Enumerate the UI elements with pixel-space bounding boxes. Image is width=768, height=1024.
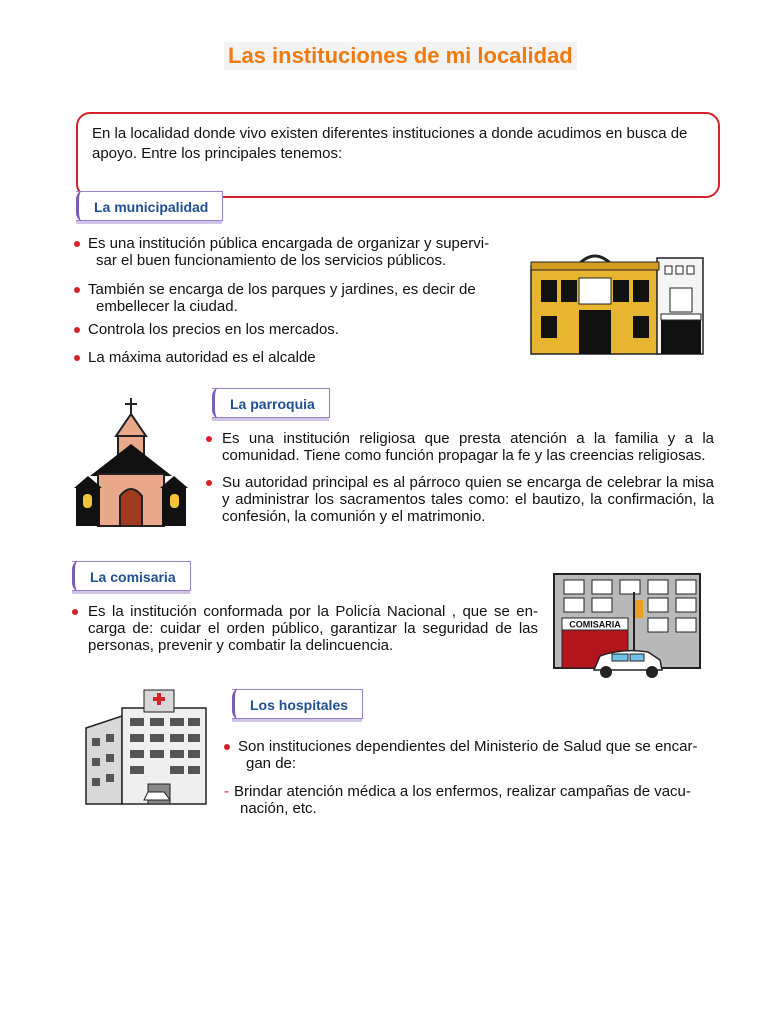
item-text: Brindar atención médica a los enfermos, realizar campañas de vacu- (234, 783, 691, 800)
heading-municipalidad: La municipalidad (76, 191, 223, 221)
item-text-cont: gan de: (246, 755, 297, 772)
list-item (202, 430, 714, 464)
police-sign-text: COMISARIA (569, 619, 621, 630)
page-title: Las instituciones de mi localidad (224, 42, 577, 70)
bullet-icon (224, 744, 230, 750)
bullet-icon (206, 480, 212, 486)
item-text-cont: sar el buen funcionamiento de los servicios públicos. (96, 252, 447, 269)
item-text: Es una institución pública encargada de organizar y supervi- (88, 235, 490, 252)
bullet-icon (72, 609, 78, 615)
item-text: Su autoridad principal es al párroco quien se encarga de celebrar la misa y administrar los sacramentos tales como: el bautizo, la confirmación, la confesión, la comunión y el matrimonio. (222, 474, 714, 525)
list-item (74, 349, 514, 366)
item-text: Son instituciones dependientes del Ministerio de Salud que se encar- (238, 738, 698, 755)
bullet-icon (206, 436, 212, 442)
bullet-icon (74, 287, 80, 293)
item-text: Es una institución religiosa que presta atención a la familia y a la comunidad. Tiene como función propagar la fe y las creencias religiosas. (222, 430, 714, 464)
church-illustration (72, 396, 192, 530)
heading-parroquia: La parroquia (212, 388, 330, 418)
list-item (224, 738, 714, 772)
list-item (202, 474, 714, 525)
comisaria-list (72, 603, 538, 654)
municipalidad-list (74, 235, 514, 366)
list-item (74, 321, 514, 338)
police-station-illustration (552, 572, 704, 684)
list-item (72, 603, 538, 654)
municipal-building-illustration (527, 248, 707, 358)
hospitales-list (224, 738, 714, 817)
heading-comisaria: La comisaria (72, 561, 191, 591)
item-text: También se encarga de los parques y jardines, es decir de (88, 281, 476, 298)
bullet-icon (74, 327, 80, 333)
dash-icon: - (224, 783, 229, 800)
bullet-icon (74, 355, 80, 361)
list-item (74, 235, 514, 269)
item-text-cont: nación, etc. (240, 800, 317, 817)
item-text-cont: embellecer la ciudad. (96, 298, 238, 315)
heading-hospitales: Los hospitales (232, 689, 363, 719)
item-text: Es la institución conformada por la Policía Nacional , que se en- carga de: cuidar el orden público, garantizar la seguridad de las personas, prevenir y combatir la delincuencia. (88, 603, 538, 654)
bullet-icon (74, 241, 80, 247)
parroquia-list (202, 430, 714, 525)
list-item (74, 281, 514, 315)
intro-box: En la localidad donde vivo existen diferentes instituciones a donde acudimos en busca de apoyo. Entre los principales tenemos: (76, 112, 720, 198)
hospital-illustration (82, 688, 210, 808)
item-text: La máxima autoridad es el alcalde (88, 349, 316, 366)
list-item (224, 783, 714, 817)
item-text: Controla los precios en los mercados. (88, 321, 339, 338)
